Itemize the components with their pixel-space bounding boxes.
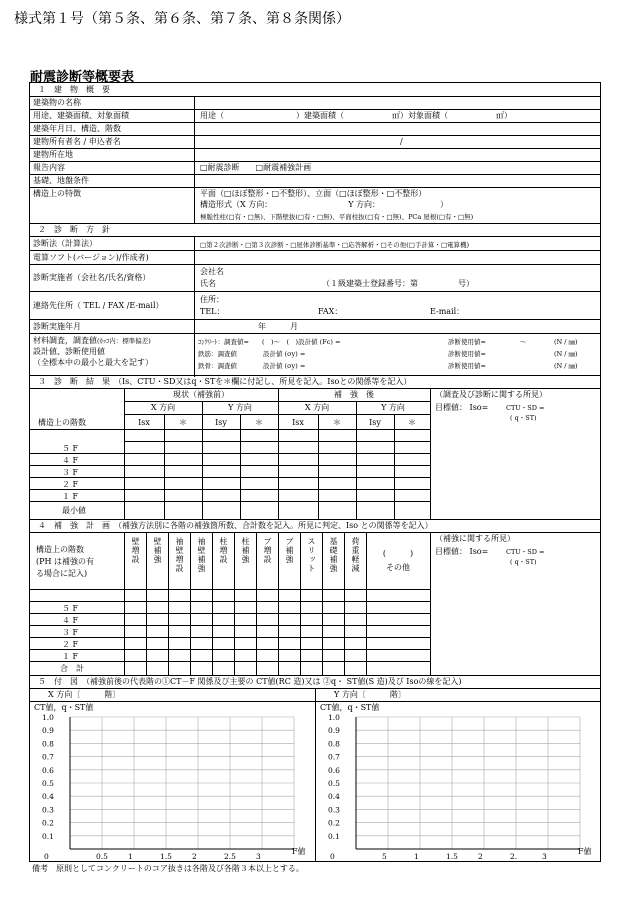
diagnosis-formula1: CTU・SD = (506, 404, 545, 412)
ct-f-chart-y (316, 701, 600, 861)
ct-f-chart-x (30, 701, 314, 861)
x-tick-label: 1.5 (446, 852, 458, 861)
x-tick-label: 0.5 (96, 852, 108, 861)
col-other-paren: ( ) (382, 549, 414, 558)
material-label2: 設計値、診断使用値 (33, 347, 105, 356)
section5-heading: ５ 付 図 （補強前後の代表階の①CT－F 関係及び主要の CT値(RC 造)又は ②q・ ST値(S 造)及び Isoの線を記入) (38, 677, 462, 686)
page-title: 耐震診断等概要表 (30, 70, 135, 85)
after-isx: Isx (292, 418, 304, 427)
x-tick-label: 5 (382, 852, 387, 861)
diag-floor-1: １ F (62, 492, 79, 501)
y-tick-label: 1.0 (42, 713, 54, 722)
after-x-header: X 方向 (304, 403, 330, 412)
reinforce-floor-2: ２ F (62, 640, 79, 649)
row-features: 構造上の特徴 (33, 189, 81, 198)
x-tick-label: 3 (256, 852, 261, 861)
chart-x-title: X 方向〔 階〕 (48, 690, 121, 699)
reinforce-col-2: 壁補強 (153, 537, 162, 564)
date-value[interactable]: 年 月 (258, 322, 298, 331)
current-x-star: ＊ (179, 418, 187, 427)
x-tick-label: 0 (330, 852, 335, 861)
section2-heading: ２ 診 断 方 針 (38, 225, 110, 234)
current-x-header: X 方向 (150, 403, 176, 412)
after-header: 補 強 後 (334, 390, 374, 399)
y-tick-label: 0.1 (42, 831, 54, 841)
material-use3: 診断使用値= (448, 362, 486, 370)
row-built-date: 建築年月日、構造、階数 (33, 124, 121, 133)
reinforce-col-8: ブ補強 (285, 537, 294, 564)
contact-tel[interactable]: TEL： (200, 307, 225, 316)
y-tick-label: 0.4 (328, 792, 340, 802)
current-y-header: Y 方向 (228, 403, 252, 412)
diagnosis-remarks-title: （調査及び診断に関する所見） (435, 390, 547, 399)
reinforce-col-3: 袖壁増設 (175, 537, 184, 573)
reinforce-formula2: ( q・ST) (510, 558, 537, 566)
contact-email[interactable]: E-mail： (430, 307, 465, 316)
inspector-label: 診断実施者（会社名/氏名/資格） (33, 273, 151, 282)
inspector-company[interactable]: 会社名 (200, 267, 224, 276)
after-isy: Isy (369, 418, 381, 427)
feature-structure[interactable]: 構造形式（X 方向： Y 方向： ） (200, 200, 449, 209)
diag-floor-5: ５ F (62, 444, 79, 453)
reinforce-floor-4: ４ F (62, 616, 79, 625)
reinforce-col-10: 基礎補強 (329, 537, 338, 573)
material-tilde: ～ (520, 338, 527, 346)
material-rebar[interactable]: 鉄筋：調査値 設計値 (σy) = (198, 350, 306, 358)
reinforce-col-6: 柱補強 (241, 537, 250, 564)
chart-x-xlabel: F値 (292, 847, 306, 856)
y-tick-label: 0.5 (328, 779, 340, 788)
current-y-star: ＊ (255, 418, 263, 427)
x-tick-label: 0 (44, 852, 49, 861)
material-unit2: (N / ㎜) (554, 350, 578, 358)
chart-y-title: Y 方向〔 階〕 (334, 690, 406, 699)
y-tick-label: 0.2 (42, 818, 54, 828)
y-tick-label: 0.2 (328, 818, 340, 828)
reinforce-floor-label3: る場合に記入) (36, 569, 88, 578)
diag-floor-2: ２ F (62, 480, 79, 489)
reinforce-formula1: CTU・SD = (506, 548, 545, 556)
x-tick-label: 2.5 (224, 852, 236, 861)
diagnosis-target[interactable]: 目標値： Iso= (435, 403, 489, 412)
reinforce-col-7: ブ増設 (263, 537, 272, 564)
diag-floor-label: 構造上の階数 (38, 418, 86, 427)
row-use-area: 用途、建築面積、対象面積 (33, 111, 129, 120)
method-label: 診断法（計算法） (33, 239, 97, 248)
x-tick-label: 2 (478, 852, 483, 861)
reinforce-total: 合 計 (60, 664, 84, 673)
diag-floor-3: ３ F (62, 468, 79, 477)
owner-slash: / (400, 137, 403, 146)
x-tick-label: 2 (192, 852, 197, 861)
use-area-value[interactable]: 用途（ ）建築面積（ ㎡）対象面積（ ㎡） (200, 111, 512, 120)
row-foundation: 基礎、地盤条件 (33, 176, 89, 185)
row-report: 報告内容 (33, 163, 65, 172)
reinforce-target[interactable]: 目標値： Iso= (435, 547, 489, 556)
material-steel[interactable]: 鉄骨：調査値 設計値 (σy) = (198, 362, 306, 370)
report-options[interactable]: □耐震診断 □耐震補強計画 (200, 163, 312, 172)
y-tick-label: 0.5 (42, 779, 54, 788)
chart-y-xlabel: F値 (578, 847, 592, 856)
material-use1: 診断使用値= (448, 338, 486, 346)
chart-y-ylabel: CT値，q・ST値 (320, 703, 380, 712)
y-tick-label: 0.7 (328, 752, 340, 762)
y-tick-label: 0.4 (42, 792, 54, 802)
current-isy: Isy (215, 418, 227, 427)
x-tick-label: 2. (510, 852, 518, 861)
x-tick-label: 1.5 (160, 852, 172, 861)
material-label1: 材料調査，調査値(ｶｯｺ内：標準偏差) (33, 336, 151, 345)
after-x-star: ＊ (333, 418, 341, 427)
current-header: 現状（補強前） (173, 390, 229, 399)
section1-heading: １ 建 物 概 要 (38, 85, 110, 94)
feature-checks[interactable]: 極脆性柱(□有・□無)、下階壁抜(□有・□無)、平面柱抜(□有・□無)、PCa 屋根(□有・□無) (200, 213, 474, 221)
reinforce-col-9: スリット (307, 537, 316, 573)
y-tick-label: 0.8 (328, 739, 340, 749)
material-unit1: (N / ㎜) (554, 338, 578, 346)
reinforce-col-11: 荷重軽減 (351, 537, 360, 573)
x-tick-label: 1 (128, 852, 133, 861)
diag-floor-4: ４ F (62, 456, 79, 465)
row-address: 建物所在地 (33, 150, 73, 159)
section4-heading: ４ 補 強 計 画 （補強方法別に各階の補強箇所数、合計数を記入。所見に判定、Iso との関係等を記入） (38, 521, 433, 530)
y-tick-label: 0.9 (42, 726, 54, 736)
current-isx: Isx (138, 418, 150, 427)
material-unit3: (N / ㎜) (554, 362, 578, 370)
y-tick-label: 0.9 (328, 726, 340, 736)
footnote: 備考 原則としてコンクリートのコア抜きは各階及び各階３本以上とする。 (32, 864, 304, 873)
after-y-header: Y 方向 (381, 403, 405, 412)
x-tick-label: 3 (542, 852, 547, 861)
inspector-license[interactable]: （１級建築士登録番号：第 号） (322, 279, 474, 288)
y-tick-label: 0.6 (328, 765, 340, 775)
y-tick-label: 0.3 (42, 805, 54, 815)
seismic-diagnosis-form (29, 82, 601, 862)
material-label3: （全標本中の最小と最大を記す） (33, 358, 153, 367)
y-tick-label: 1.0 (328, 713, 340, 722)
y-tick-label: 0.7 (42, 752, 54, 762)
reinforce-col-1: 壁増設 (131, 537, 140, 564)
feature-plan[interactable]: 平面（□ほぼ整形・□不整形）、立面（□ほぼ整形・□不整形） (200, 189, 427, 198)
contact-address[interactable]: 住所： (200, 295, 224, 304)
reinforce-floor-5: ５ F (62, 604, 79, 613)
reinforce-floor-3: ３ F (62, 628, 79, 637)
material-use2: 診断使用値= (448, 350, 486, 358)
chart-x-ylabel: CT値，q・ST値 (34, 703, 94, 712)
diagnosis-formula2: ( q・ST) (510, 414, 537, 422)
reinforce-col-4: 袖壁補強 (197, 537, 206, 573)
y-tick-label: 0.8 (42, 739, 54, 749)
method-options[interactable]: □第２次診断・□第３次診断・□屋体診断基準・□応答解析・□その他(□手計算・□電算機) (200, 241, 470, 249)
reinforce-col-5: 柱増設 (219, 537, 228, 564)
contact-label: 連絡先住所（ TEL / FAX /E-mail） (33, 301, 164, 310)
date-label: 診断実施年月 (33, 322, 81, 331)
reinforce-remarks-title: （補強に関する所見） (435, 534, 515, 543)
y-tick-label: 0.3 (328, 805, 340, 815)
after-y-star: ＊ (408, 418, 416, 427)
section3-heading: ３ 診 断 結 果 （Is、CTU・SD又はq・STを＊欄に付記し、所見を記入。Isoとの関係等を記入） (38, 377, 412, 386)
form-header: 様式第１号（第５条、第６条、第７条、第８条関係） (14, 11, 350, 27)
diag-min: 最小値 (62, 506, 86, 515)
software-label: 電算ソフト(バージョン)/作成者) (33, 253, 149, 262)
y-tick-label: 0.6 (42, 765, 54, 775)
inspector-name[interactable]: 氏名 (200, 279, 216, 288)
row-building-name: 建築物の名称 (33, 98, 81, 107)
col-other: その他 (386, 563, 410, 572)
reinforce-floor-label1: 構造上の階数 (36, 545, 84, 554)
row-owner: 建物所有者名 / 申込者名 (33, 137, 121, 146)
material-concrete[interactable]: ｺﾝｸﾘｰﾄ：調査値= ( )～ ( )設計値 (Fc) = (198, 338, 341, 346)
reinforce-floor-label2: (PH は補強の有 (36, 557, 95, 566)
x-tick-label: 1 (414, 852, 419, 861)
y-tick-label: 0.1 (328, 831, 340, 841)
contact-fax[interactable]: FAX： (318, 307, 343, 316)
reinforce-floor-1: １ F (62, 652, 79, 661)
